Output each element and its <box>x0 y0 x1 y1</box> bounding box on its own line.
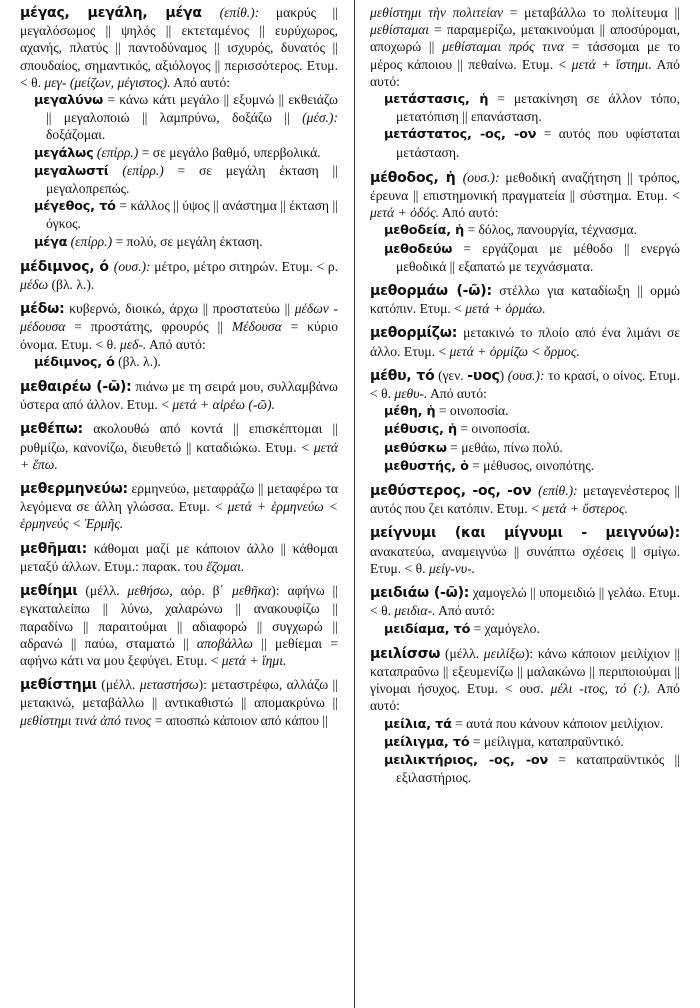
dictionary-entry <box>370 324 680 359</box>
dictionary-entry <box>370 584 680 638</box>
entry-body <box>370 524 680 577</box>
definition-text: ): κάνω κάποιον μειλίχιον || καταπραΰνω || εξευμενίζω || μαλακώνω || περιποιούμαι || γίνομαι ήσυχος. Ετυμ. < ουσ. <box>370 645 681 697</box>
definition-text: = μετακίνηση σε άλλον τόπο, μετατόπιση || επανάσταση. <box>396 91 680 125</box>
grammar-label: (μέσ.): <box>302 110 338 126</box>
sub-headword: μεθοδεύω <box>384 241 453 257</box>
sub-headword: μεθύσκω <box>384 440 447 456</box>
sub-entry <box>384 402 680 420</box>
etymology-text: αποβάλλω <box>196 635 253 651</box>
sub-headword: μεθυστής, ὁ <box>384 458 469 474</box>
definition-text: ): μεταστρέφω, αλλάζω || μετακινώ, μεταβάλλω || αντικαθιστώ || απομακρύνω || <box>20 677 338 711</box>
dictionary-entry <box>20 420 338 473</box>
entry-body <box>20 540 338 575</box>
definition-text: = οινοποσία. <box>456 421 530 437</box>
definition-text: μέτρο, μέτρο σιτηρών. Ετυμ. < ρ. <box>150 258 338 274</box>
sub-entry <box>384 90 680 125</box>
sub-headword: μεθοδεία, ἡ <box>384 223 465 239</box>
sub-entry <box>34 197 338 232</box>
etymology-text: μέδω <box>20 277 49 293</box>
grammar-label: (επίθ.): <box>538 483 578 499</box>
etymology-text: μετά + ἕπω. <box>20 439 338 472</box>
definition-text: μεταγενέστερος || αυτός που ζει κατόπιν. Ετυμ. < <box>370 483 680 517</box>
definition-text: Από αυτό: <box>170 74 231 90</box>
definition-text: || μεθίεμαι = αφήνω κάτι να μου ξεφύγει. Ετυμ. < <box>20 635 339 668</box>
grammar-label: (ουσ.): <box>113 258 151 274</box>
sub-entry <box>384 439 680 457</box>
entry-body <box>20 582 338 669</box>
entry-body <box>20 258 338 293</box>
definition-text: Από αυτό: <box>427 386 487 402</box>
grammar-label: (επίρρ.) <box>108 162 164 178</box>
etymology-text: ἕζομαι. <box>206 558 245 574</box>
etymology-text: μετά + αἱρέω (-ῶ). <box>172 397 275 413</box>
definition-text: = αυτά που κάνουν κάποιον μειλίχιον. <box>451 715 664 731</box>
etymology-text: μέδων - μέδουσα <box>20 301 338 335</box>
headword: μεθαιρέω (-ῶ): <box>20 379 132 396</box>
column-divider <box>354 0 355 1008</box>
headword: μείγνυμι (και μίγνυμι - μειγνύω): <box>370 525 680 542</box>
definition-text: το κρασί, ο οίνος. Ετυμ. < θ. <box>370 367 680 402</box>
sub-entry <box>384 125 680 160</box>
entry-body <box>20 300 338 353</box>
sub-entry <box>384 457 680 475</box>
sub-headword: μέδιμνος, ό <box>34 354 115 370</box>
etymology-text: μεθυ-. <box>394 386 428 402</box>
sub-entry <box>384 751 680 786</box>
definition-text: (βλ. λ.). <box>114 353 161 369</box>
definition-text: = μέθυσος, οινοπότης. <box>468 457 595 473</box>
definition-text: ): αφήνω || εγκαταλείπω || λύνω, χαλαρώνω || ανακουφίζω || παραδίνω || παραιτούμαι || αδιαφορώ || συγχωρώ || αδρανώ || παύω, σταματώ || <box>20 583 338 651</box>
entry-body <box>370 169 680 222</box>
left-column <box>20 4 338 1008</box>
definition-text: Από αυτό: <box>435 603 495 619</box>
dictionary-entry <box>20 4 338 251</box>
definition-text: = μείλιγμα, καταπραϋντικό. <box>469 733 624 749</box>
definition-text: = προστάτης, φρουρός || <box>65 319 232 335</box>
definition-text: αόρ. β΄ <box>172 583 232 599</box>
definition-text: = αυτός που υφίσταται μετάσταση. <box>396 126 680 160</box>
etymology-text: μέλι -ιτος, τό (:). <box>550 681 651 697</box>
entry-body <box>20 676 338 729</box>
headword: μειλίσσω <box>370 645 441 662</box>
sub-headword: μεγαλωστί <box>34 163 109 179</box>
definition-text: Από αυτό: <box>370 56 680 89</box>
headword: μέθυ, τό <box>370 367 435 384</box>
right-column <box>370 4 680 1008</box>
sub-headword: μέγεθος, τό <box>34 199 116 215</box>
definition-text: (μέλλ. <box>77 583 128 599</box>
entry-body <box>370 282 680 317</box>
sub-headword: μειδίαμα, τό <box>384 621 471 637</box>
definition-text: κάθομαι μαζί με κάποιον άλλο || κάθομαι μεταξύ άλλων. Ετυμ.: παρακ. του <box>20 540 338 574</box>
etymology-text: μεγ- (μείζων, μέγιστος). <box>44 74 171 90</box>
etymology-text: μετά + ὁρμίζω < ὅρμος. <box>449 343 580 359</box>
etymology-text: μετά + ὁρμάω. <box>465 301 546 317</box>
sub-entry <box>384 240 680 275</box>
dictionary-entry <box>20 258 338 293</box>
definition-text: Από αυτό: <box>438 205 499 221</box>
sub-headword: μετάστασις, ἡ <box>384 92 489 108</box>
etymology-text: μεθίστημι τινά ἀπό τινος <box>20 712 152 728</box>
sub-headword: μείλιγμα, τό <box>384 734 470 750</box>
dictionary-entry <box>370 367 680 475</box>
dictionary-entry <box>370 482 680 517</box>
sub-headword: μέθη, ἡ <box>384 404 436 420</box>
dictionary-entry <box>20 378 338 413</box>
grammar-label: (επίθ.): <box>219 5 260 20</box>
dictionary-entry <box>370 169 680 275</box>
dictionary-entry <box>20 540 338 575</box>
definition-text: = καταπραϋντικός || εξιλαστήριος. <box>396 751 680 786</box>
headword: μεθέπω: <box>20 421 83 438</box>
definition-text: μεθοδική αναζήτηση || τρόπος, έρευνα || επιστημονική πραγματεία || σύστημα. Ετυμ. < <box>370 169 681 204</box>
definition-text: = οινοποσία. <box>435 403 509 419</box>
dictionary-entry <box>20 300 338 371</box>
sub-entry <box>34 233 338 251</box>
definition-text: = κάνω κάτι μεγάλο || εξυμνώ || εκθειάζω || μεγαλοποιώ || λαμπρύνω, δοξάζω || <box>46 92 338 126</box>
headword: μειδιάω (-ῶ): <box>370 585 470 602</box>
definition-text: = κάλλος || ύψος || ανάστημα || έκταση || όγκος. <box>46 198 338 232</box>
etymology-text: μειδια-. <box>394 603 436 619</box>
sub-entry <box>34 162 338 197</box>
sub-headword: μέθυσις, ἡ <box>384 422 457 438</box>
headword: μεθύστερος, -ος, -ον <box>370 483 539 500</box>
sub-entry <box>34 353 338 371</box>
definition-text: ) <box>499 367 508 383</box>
definition-text: Από αυτό: <box>146 336 206 352</box>
sub-entry <box>384 420 680 438</box>
dictionary-entry <box>20 676 338 729</box>
grammar-label: (ουσ.): <box>462 169 500 185</box>
entry-body <box>370 645 680 715</box>
grammar-label: (επίρρ.) <box>67 233 113 249</box>
etymology-text: μεθίσταμαι <box>370 22 430 38</box>
sub-entry <box>384 620 680 638</box>
headword: μεθερμηνεύω: <box>20 481 128 498</box>
dictionary-entry <box>370 645 680 787</box>
headword: μέδω: <box>20 301 65 318</box>
definition-text: ακολουθώ από κοντά || επισκέπτομαι || ρυθμίζω, κανονίζω, διευθετώ || καταδιώκω. Ετυμ. < <box>20 421 338 455</box>
definition-text: = εργάζομαι με μέθοδο || ενεργώ μεθοδικά || εξαπατώ με τεχνάσματα. <box>396 240 680 274</box>
definition-text: ανακατεύω, αναμειγνύω || συνάπτω σχέσεις || σμίγω. Ετυμ. < θ. <box>370 543 680 576</box>
dictionary-entry <box>20 582 338 669</box>
headword: μεθίημι <box>20 583 78 600</box>
etymology-text: μεθίστημι τὴν πολιτείαν <box>370 5 504 20</box>
definition-text: = χαμόγελο. <box>470 620 540 636</box>
sub-headword: μειλικτήριος, -ος, -ον <box>384 752 549 768</box>
entry-body <box>370 482 680 517</box>
definition-text: στέλλω για καταδίωξη || ορμώ κατόπιν. Ετυμ. < <box>370 283 680 317</box>
sub-entry <box>384 715 680 733</box>
headword: -υος <box>467 367 500 384</box>
definition-text: = κύριο όνομα. Ετυμ. < θ. <box>20 319 338 352</box>
etymology-text: μεθήσω, <box>127 583 173 599</box>
entry-body <box>370 367 680 402</box>
headword: μεθορμίζω: <box>370 325 458 342</box>
sub-headword: μεγαλύνω <box>34 93 104 109</box>
headword: μέγας, μεγάλη, μέγα <box>20 5 220 21</box>
etymology-text: μείγ-νυ-. <box>428 560 476 576</box>
definition-text: = μεθάω, πίνω πολύ. <box>446 439 563 455</box>
entry-continuation <box>370 4 680 161</box>
sub-entry <box>384 733 680 751</box>
etymology-text: μεταστήσω <box>139 677 199 693</box>
entry-body <box>20 480 338 533</box>
headword: μέθοδος, ἡ <box>370 169 463 186</box>
entry-body <box>370 324 680 359</box>
etymology-text: μετά + ἑρμηνεύω < ἑρμηνεύς < Ἑρμῆς. <box>20 499 338 532</box>
definition-text: (βλ. λ.). <box>48 277 95 293</box>
sub-entry <box>384 221 680 239</box>
headword: μέδιμνος, ό <box>20 258 114 275</box>
headword: μεθορμάω (-ῶ): <box>370 283 492 300</box>
headword: μεθίστημι <box>20 677 97 694</box>
dictionary-entry <box>20 480 338 533</box>
definition-text: Από αυτό: <box>370 681 680 714</box>
definition-text: = δόλος, πανουργία, τέχνασμα. <box>464 222 637 238</box>
definition-text: δοξάζομαι. <box>46 127 106 143</box>
entry-body <box>370 4 680 90</box>
grammar-label: (επίρρ.) <box>93 144 139 160</box>
etymology-text: μεθίσταμαι πρός τινα <box>442 39 565 55</box>
etymology-text: μετά + ἵημι. <box>221 652 287 668</box>
definition-text: χαμογελώ || υπομειδιώ || γελάω. Ετυμ. < θ. <box>370 585 680 619</box>
etymology-text: μειλίξω <box>483 645 525 661</box>
sub-entry <box>34 144 338 162</box>
definition-text: = παραμερίζω, μετακινούμαι || αποσύρομαι, αποχωρώ || <box>370 22 680 55</box>
etymology-text: μεθῆκα <box>232 583 272 599</box>
sub-headword: μέγα <box>34 234 68 250</box>
etymology-text: Μέδουσα <box>231 319 282 335</box>
definition-text: = σε μεγάλο βαθμό, υπερβολικά. <box>138 144 321 160</box>
definition-text: (μέλλ. <box>96 677 140 693</box>
sub-headword: μείλια, τά <box>384 716 452 732</box>
definition-text: (μέλλ. <box>440 645 484 661</box>
definition-text: = σε μεγάλη έκταση || μεγαλοπρεπώς. <box>46 162 338 197</box>
entry-body <box>20 420 338 473</box>
definition-text: κυβερνώ, διοικώ, άρχω || προστατεύω || <box>64 301 295 317</box>
etymology-text: μετά + ὕστερος. <box>542 501 628 517</box>
etymology-text: μετά + ἵστημι. <box>571 56 652 72</box>
etymology-text: μετά + ὁδός. <box>370 205 439 221</box>
dictionary-entry <box>370 524 680 577</box>
dictionary-entry <box>370 282 680 317</box>
definition-text: (γεν. <box>434 367 468 383</box>
entry-body <box>20 4 338 91</box>
definition-text: μακρύς || μεγαλόσωμος || ψηλός || εκτεταμένος || ευρύχωρος, αχανής, πλατύς || παντοδύναμος || ισχυρός, δυνατός || σπουδαίος, σημαντικός, αξιόλογος || περισσότερος. Ετυμ. < θ. <box>20 5 338 90</box>
definition-text: μετακινώ το πλοίο από ένα λιμάνι σε άλλο. Ετυμ. < <box>370 325 680 359</box>
grammar-label: (ουσ.): <box>507 367 545 383</box>
definition-text: = πολύ, σε μεγάλη έκταση. <box>112 233 263 249</box>
sub-entry <box>34 91 338 144</box>
definition-text: = αποσπώ κάποιον από κάπου || <box>151 712 328 728</box>
entry-body <box>20 378 338 413</box>
entry-body <box>370 584 680 619</box>
definition-text: ερμηνεύω, μεταφράζω || μεταφέρω τα λεγόμενα σε άλλη γλώσσα. Ετυμ. < <box>20 481 338 515</box>
sub-headword: μετάστατος, -ος, -ον <box>384 127 537 143</box>
definition-text: = μεταβάλλω το πολίτευμα || <box>503 5 680 20</box>
headword: μεθῆμαι: <box>20 540 88 557</box>
sub-headword: μεγάλως <box>34 145 94 161</box>
etymology-text: μεδ-. <box>119 336 147 352</box>
definition-text: = τάσσομαι με το μέρος κάποιου || πεθαίνω. Ετυμ. < <box>370 39 680 72</box>
definition-text: πιάνω με τη σειρά μου, συλλαμβάνω ύστερα από άλλον. Ετυμ. < <box>20 379 338 413</box>
